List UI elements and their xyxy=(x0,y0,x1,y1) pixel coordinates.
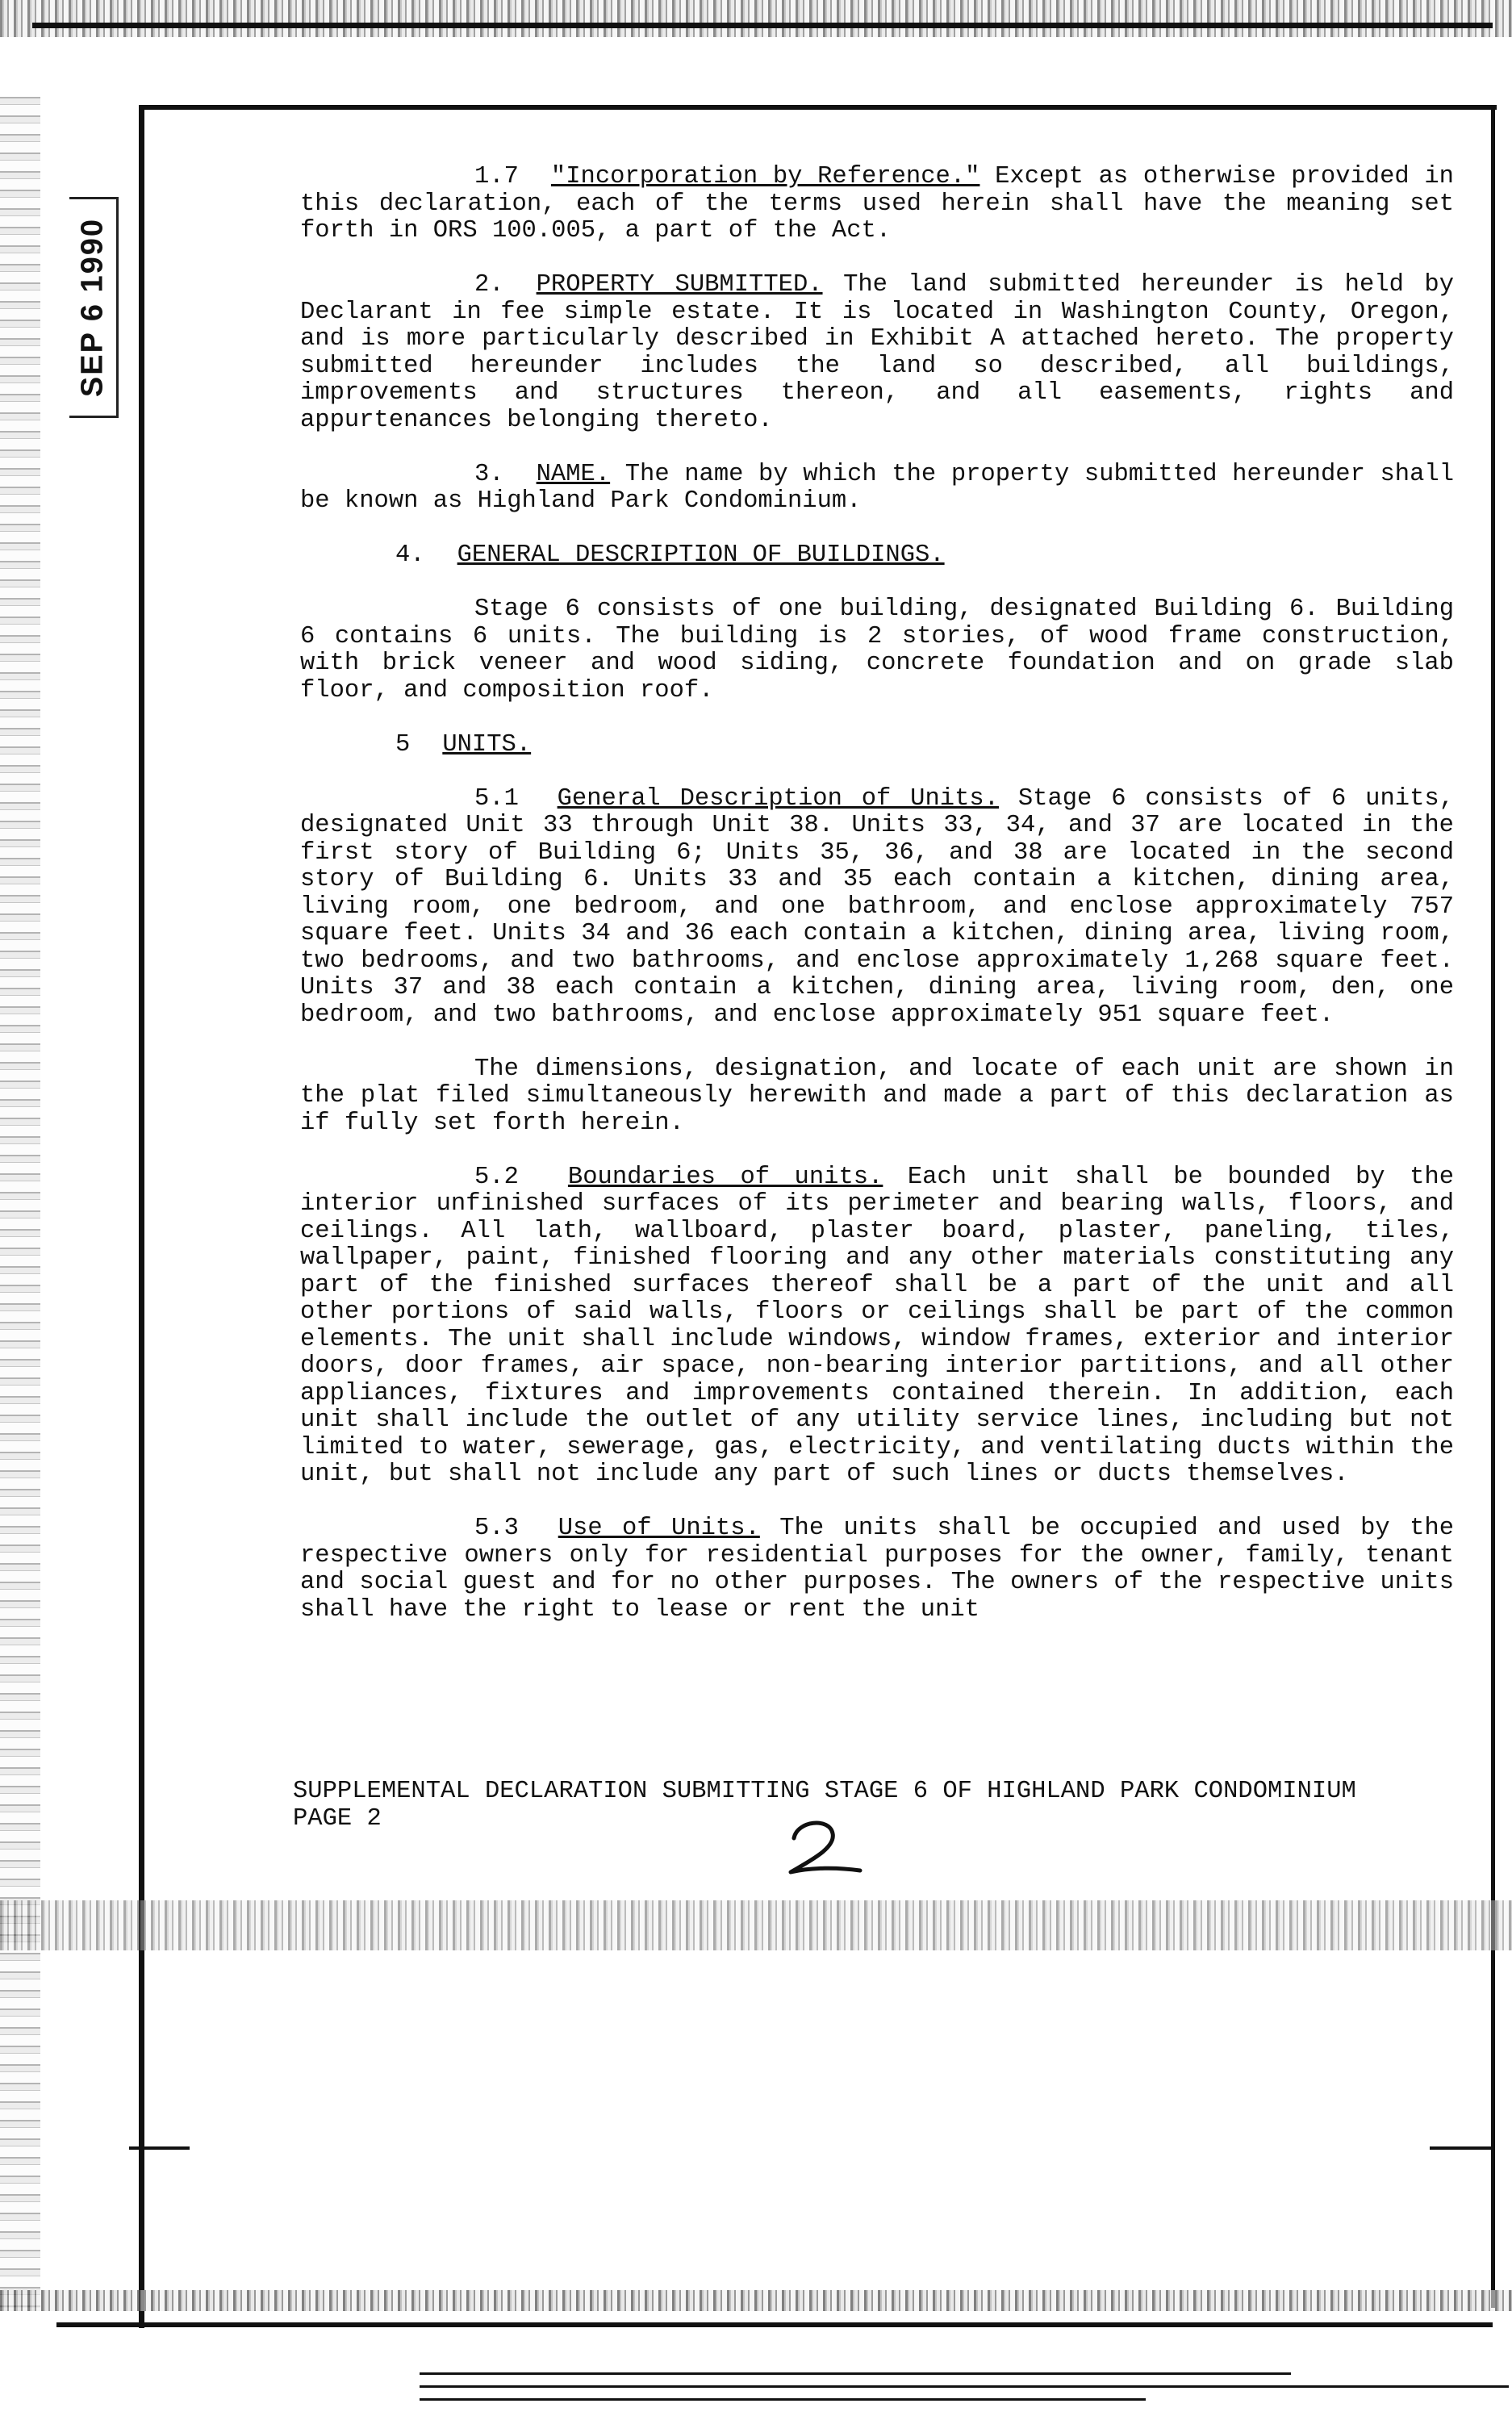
section-number: 5 xyxy=(395,730,411,759)
frame-top-line xyxy=(141,105,1497,110)
scan-noise-middle xyxy=(0,1900,1512,1950)
section-number: 5.2 xyxy=(474,1163,519,1191)
frame-left-line xyxy=(139,105,144,2328)
section-title: "Incorporation by Reference." xyxy=(550,163,980,190)
section-text: The land submitted hereunder is held by Declarant in fee simple estate. It is located in Washington County, Oregon, and is more particularly described in Exhibit A attached hereto. The property submitted hereunder includes the land so described, all buildings, improvements and structures thereon, and all easements, rights and appurtenances belonging thereto. xyxy=(300,271,1454,434)
footer-line-3 xyxy=(420,2398,1146,2401)
section-text: Except as otherwise provided in this declaration, each of the terms used herein shall have the meaning set forth in ORS 100.005, a part of the Act. xyxy=(300,163,1454,245)
page-footer xyxy=(293,1778,1447,1833)
bottom-border-line xyxy=(56,2322,1493,2327)
section-number: 1.7 xyxy=(474,163,519,190)
section-4-text: Stage 6 consists of one building, designated Building 6. Building 6 contains 6 units. The building is 2 stories, of wood frame construction, with brick veneer and wood siding, concrete foundation and on grade slab floor, and composition roof. xyxy=(300,596,1454,704)
section-number: 5.1 xyxy=(474,784,519,813)
section-title: NAME. xyxy=(536,460,611,488)
section-title: Use of Units. xyxy=(558,1515,760,1542)
section-5-1-dimensions: The dimensions, designation, and locate of each unit are shown in the plat filed simultaneously herewith and made a part of this declaration as if fully set forth herein. xyxy=(300,1055,1454,1137)
left-tick-line xyxy=(129,2146,190,2150)
footer-title: SUPPLEMENTAL DECLARATION SUBMITTING STAGE 6 OF HIGHLAND PARK CONDOMINIUM xyxy=(293,1778,1356,1805)
footer-line-2 xyxy=(420,2385,1509,2388)
footer-line-1 xyxy=(420,2372,1291,2375)
section-title: General Description of Units. xyxy=(557,784,999,813)
section-text: Stage 6 consists of 6 units, designated Unit 33 through Unit 38. Units 33, 34, and 37 are located in the first story of Building 6; Units 35, 36, and 38 are located in the second story of Building 6. Units 33 and 35 each contain a kitchen, dining area, living room, one bedroom, and one bathroom, and enclose approximately 757 square feet. Units 34 and 36 each contain a kitchen, dining area, living room, two bedrooms, and two bathrooms, and enclose approximately 1,268 square feet. Units 37 and 38 each contain a kitchen, dining area, living room, den, one bedroom, and two bathrooms, and enclose approximately 951 square feet. xyxy=(300,784,1454,1029)
section-title: UNITS. xyxy=(442,730,532,759)
section-number: 5.3 xyxy=(474,1515,519,1542)
scan-noise-top xyxy=(0,0,1512,37)
document-body xyxy=(300,164,1454,1651)
section-number: 4. xyxy=(395,541,425,569)
scan-edge-strip xyxy=(0,97,40,2308)
right-tick-line xyxy=(1430,2146,1494,2150)
scan-noise-bottom xyxy=(0,2290,1512,2311)
section-2 xyxy=(300,272,1454,434)
section-5-heading xyxy=(300,732,1454,759)
section-5-3 xyxy=(300,1515,1454,1624)
section-number: 2. xyxy=(474,271,504,299)
section-3 xyxy=(300,462,1454,516)
section-number: 3. xyxy=(474,460,504,488)
section-1-7 xyxy=(300,164,1454,245)
frame-right-line xyxy=(1491,105,1495,2308)
date-stamp-text: SEP 6 1990 xyxy=(75,217,110,398)
section-5-2 xyxy=(300,1164,1454,1489)
section-text: The name by which the property submitted hereunder shall be known as Highland Park Condominium. xyxy=(300,460,1454,515)
section-text: The units shall be occupied and used by the respective owners only for residential purposes for the owner, family, tenant and social guest and for no other purposes. The owners of the respective units shall have the right to lease or rent the unit xyxy=(300,1515,1454,1624)
section-title: GENERAL DESCRIPTION OF BUILDINGS. xyxy=(457,541,945,569)
section-5-1 xyxy=(300,786,1454,1030)
section-title: PROPERTY SUBMITTED. xyxy=(536,271,823,299)
section-title: Boundaries of units. xyxy=(567,1163,883,1191)
date-stamp xyxy=(69,197,119,418)
section-4-heading xyxy=(300,542,1454,570)
handwritten-page-number xyxy=(779,1814,868,1880)
footer-page-label: PAGE 2 xyxy=(293,1805,382,1833)
top-border-line xyxy=(32,23,1493,28)
section-text: Each unit shall be bounded by the interior unfinished surfaces of its perimeter and bearing walls, floors, and ceilings. All lath, wallboard, plaster board, plaster, paneling, tiles, wallpaper, paint, finished flooring and any other materials constituting any part of the finished surfaces thereof shall be a part of the unit and all other portions of said walls, floors or ceilings shall be part of the common elements. The unit shall include windows, window frames, exterior and interior doors, door frames, air space, non-bearing interior partitions, and all other appliances, fixtures and improvements contained therein. In addition, each unit shall include the outlet of any utility service lines, including but not limited to water, sewerage, gas, electricity, and ventilating ducts within the unit, but shall not include any part of such lines or ducts themselves. xyxy=(300,1163,1455,1488)
